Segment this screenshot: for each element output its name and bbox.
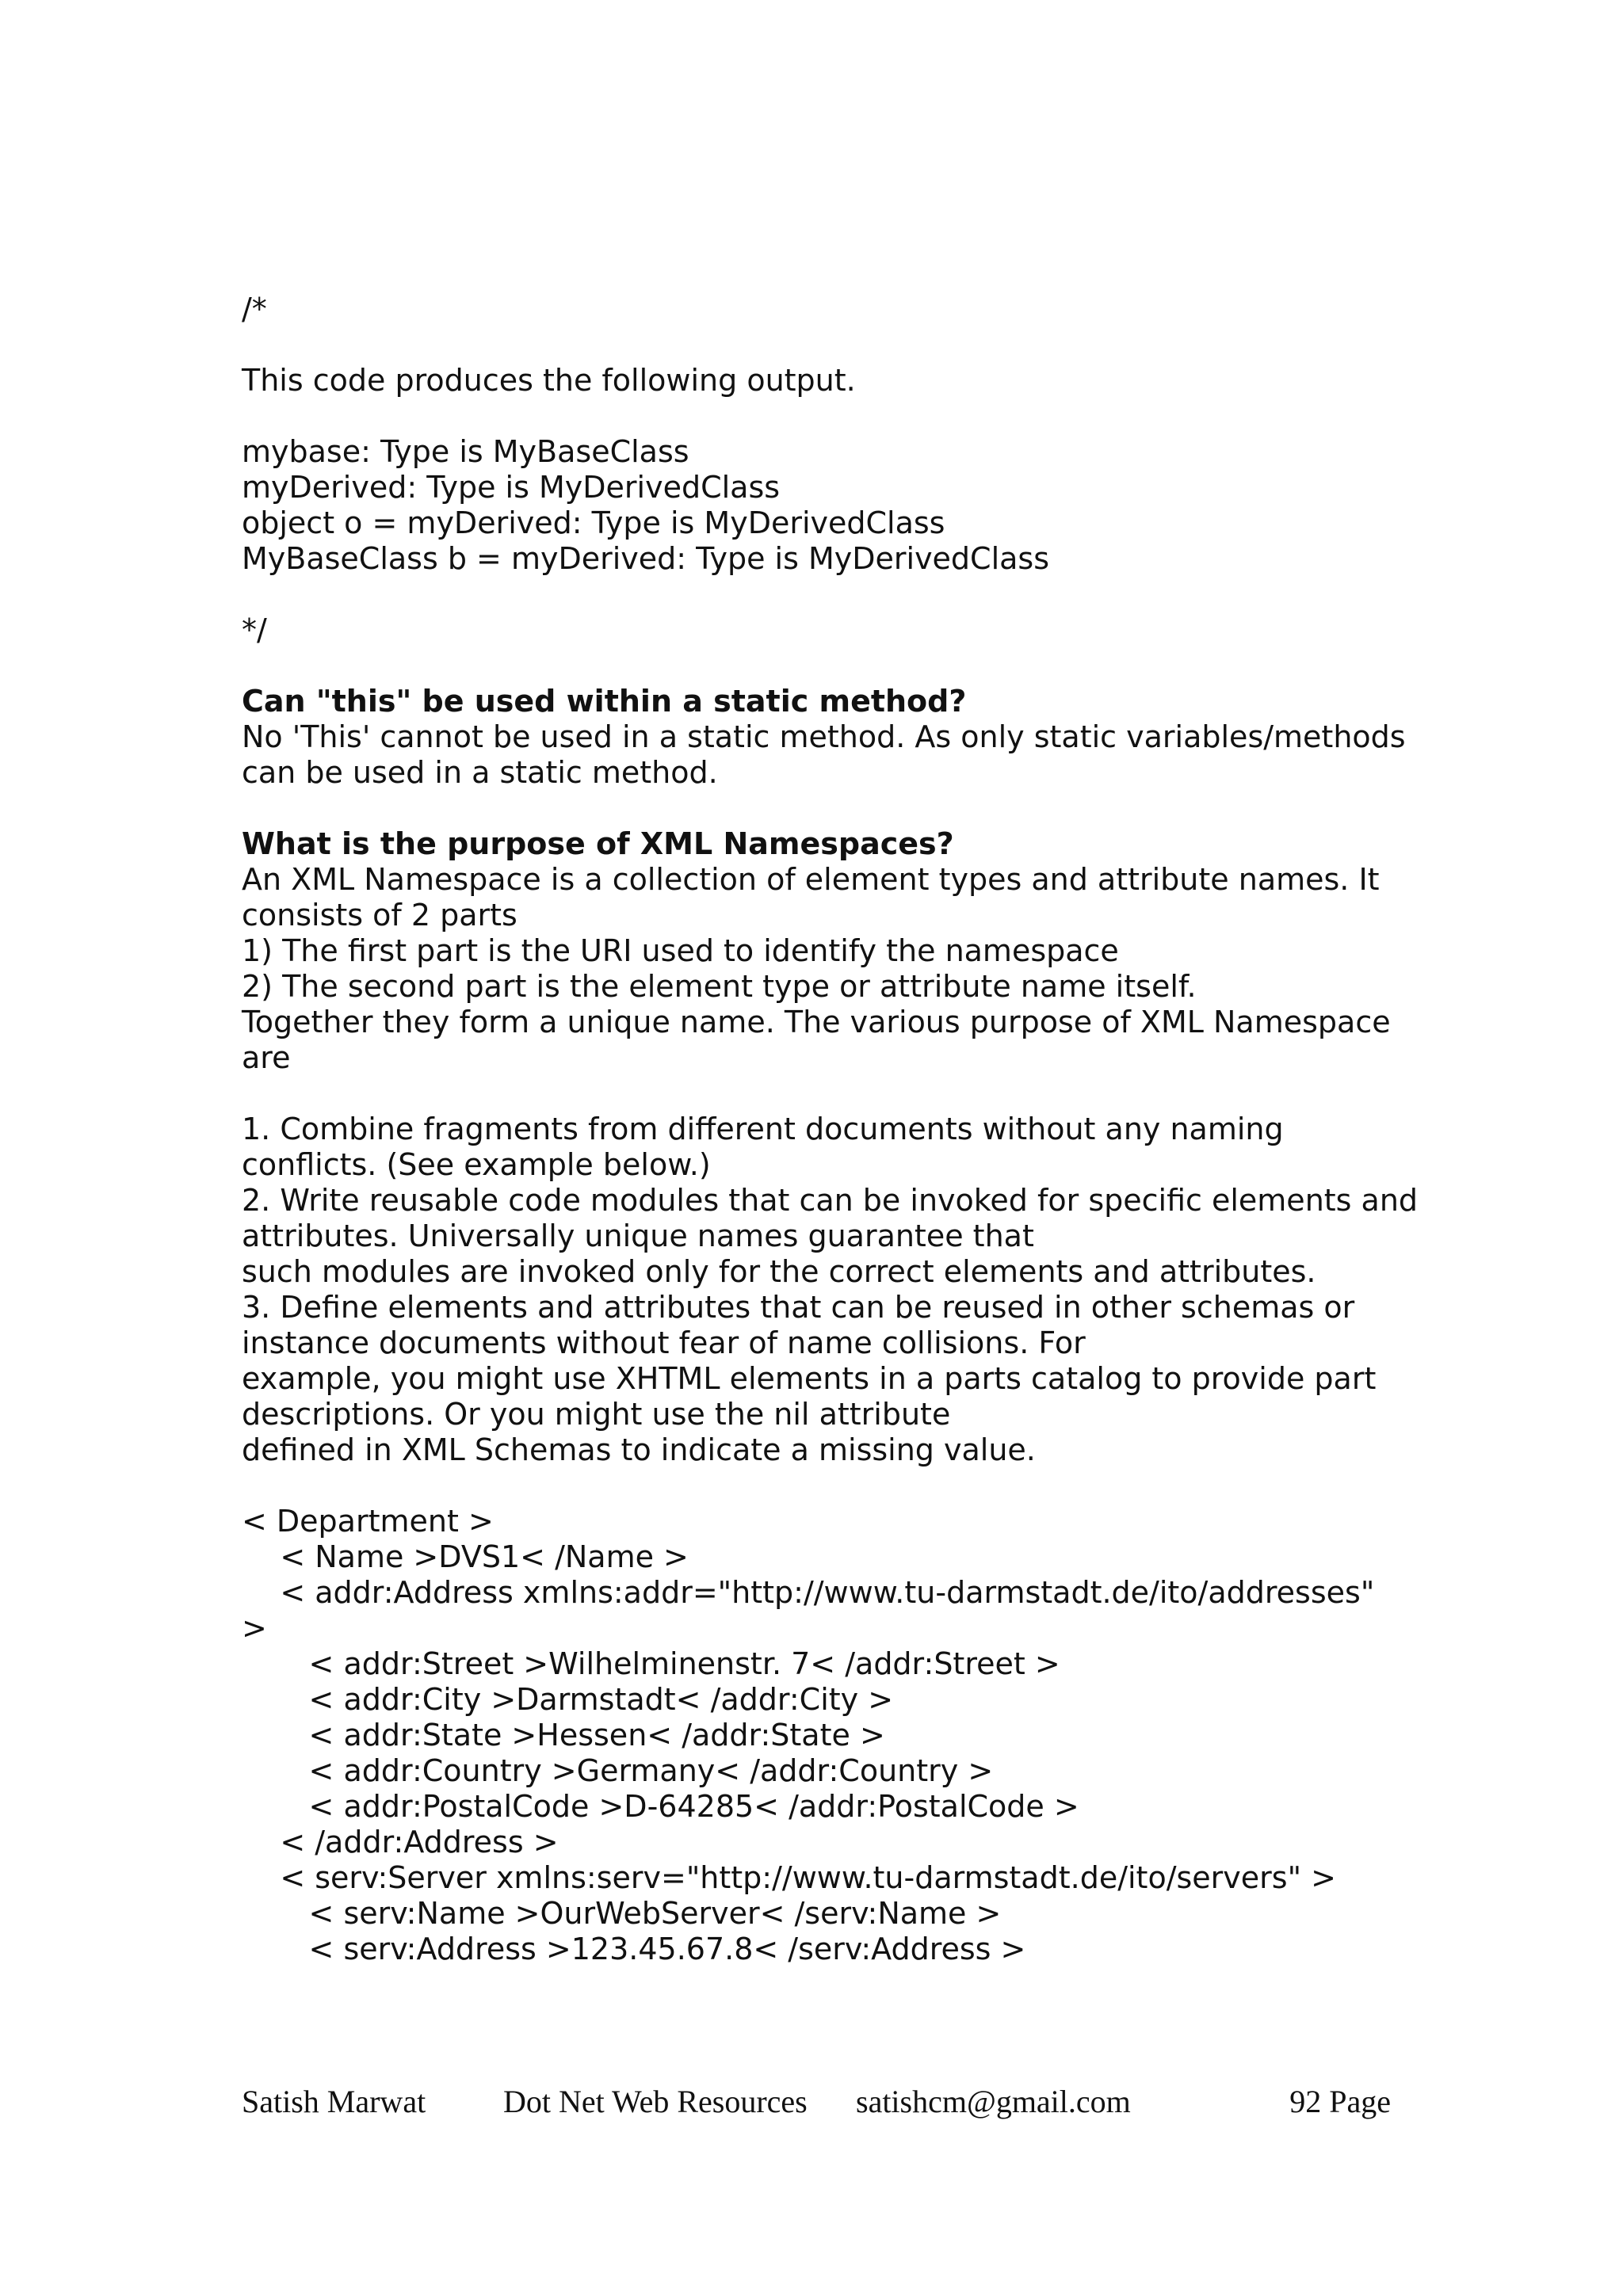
- xml-example-line: < Name >DVS1< /Name >: [242, 1539, 689, 1574]
- answer-line: Together they form a unique name. The various purpose of XML Namespace: [242, 1005, 1391, 1039]
- xml-example-line: < addr:Country >Germany< /addr:Country >: [242, 1753, 994, 1788]
- xml-example-line: < addr:Address xmlns:addr="http://www.tu-darmstadt.de/ito/addresses": [242, 1575, 1375, 1610]
- comment-open: /*: [242, 292, 267, 326]
- footer-resource: Dot Net Web Resources: [503, 2084, 808, 2119]
- answer-line: 1) The first part is the URI used to identify the namespace: [242, 933, 1119, 968]
- answer-line: are: [242, 1040, 291, 1075]
- spacer: [242, 1076, 1407, 1112]
- footer-page-number: 92 Page: [1289, 2084, 1391, 2119]
- purpose-line: 2. Write reusable code modules that can be invoked for specific elements and: [242, 1183, 1419, 1218]
- xml-example-line: < Department >: [242, 1504, 494, 1539]
- output-intro: This code produces the following output.: [242, 363, 856, 398]
- purpose-line: example, you might use XHTML elements in a parts catalog to provide part: [242, 1361, 1377, 1396]
- xml-example-line: < serv:Address >123.45.67.8< /serv:Address >: [242, 1932, 1026, 1966]
- output-line: mybase: Type is MyBaseClass: [242, 434, 689, 469]
- spacer: [242, 648, 1407, 684]
- xml-example-line: >: [242, 1611, 267, 1646]
- xml-example-line: < addr:Street >Wilhelminenstr. 7< /addr:Street >: [242, 1646, 1060, 1681]
- spacer: [242, 577, 1407, 612]
- comment-close: */: [242, 612, 267, 647]
- footer-email: satishcm@gmail.com: [856, 2084, 1131, 2119]
- question-heading-static: Can "this" be used within a static method?: [242, 684, 967, 719]
- output-line: MyBaseClass b = myDerived: Type is MyDerivedClass: [242, 541, 1050, 576]
- purpose-line: defined in XML Schemas to indicate a missing value.: [242, 1432, 1036, 1467]
- xml-example-line: < addr:City >Darmstadt< /addr:City >: [242, 1682, 894, 1717]
- xml-example-line: < /addr:Address >: [242, 1825, 559, 1859]
- purpose-line: instance documents without fear of name collisions. For: [242, 1325, 1086, 1360]
- spacer: [242, 1468, 1407, 1504]
- xml-example-line: < addr:State >Hessen< /addr:State >: [242, 1718, 885, 1753]
- footer-author: Satish Marwat: [242, 2084, 426, 2119]
- purpose-line: descriptions. Or you might use the nil attribute: [242, 1397, 951, 1432]
- purpose-line: conflicts. (See example below.): [242, 1147, 711, 1182]
- purpose-line: such modules are invoked only for the correct elements and attributes.: [242, 1254, 1316, 1289]
- purpose-line: 3. Define elements and attributes that can be reused in other schemas or: [242, 1290, 1355, 1325]
- page-footer: [242, 2082, 1391, 2122]
- output-line: myDerived: Type is MyDerivedClass: [242, 470, 781, 505]
- page-content: [242, 292, 1419, 1967]
- spacer: [242, 399, 1407, 434]
- spacer: [242, 791, 1407, 826]
- answer-line: can be used in a static method.: [242, 755, 718, 790]
- answer-line: An XML Namespace is a collection of element types and attribute names. It: [242, 862, 1380, 897]
- xml-example-line: < serv:Server xmlns:serv="http://www.tu-darmstadt.de/ito/servers" >: [242, 1860, 1336, 1895]
- answer-line: consists of 2 parts: [242, 898, 517, 933]
- output-line: object o = myDerived: Type is MyDerivedClass: [242, 505, 945, 540]
- xml-example-line: < addr:PostalCode >D-64285< /addr:PostalCode >: [242, 1789, 1079, 1824]
- answer-line: No 'This' cannot be used in a static method. As only static variables/methods: [242, 719, 1406, 754]
- purpose-line: attributes. Universally unique names guarantee that: [242, 1219, 1034, 1253]
- purpose-line: 1. Combine fragments from different documents without any naming: [242, 1112, 1284, 1146]
- spacer: [242, 327, 1407, 363]
- answer-line: 2) The second part is the element type or attribute name itself.: [242, 969, 1197, 1004]
- xml-example-line: < serv:Name >OurWebServer< /serv:Name >: [242, 1896, 1002, 1931]
- question-heading-xml: What is the purpose of XML Namespaces?: [242, 826, 954, 861]
